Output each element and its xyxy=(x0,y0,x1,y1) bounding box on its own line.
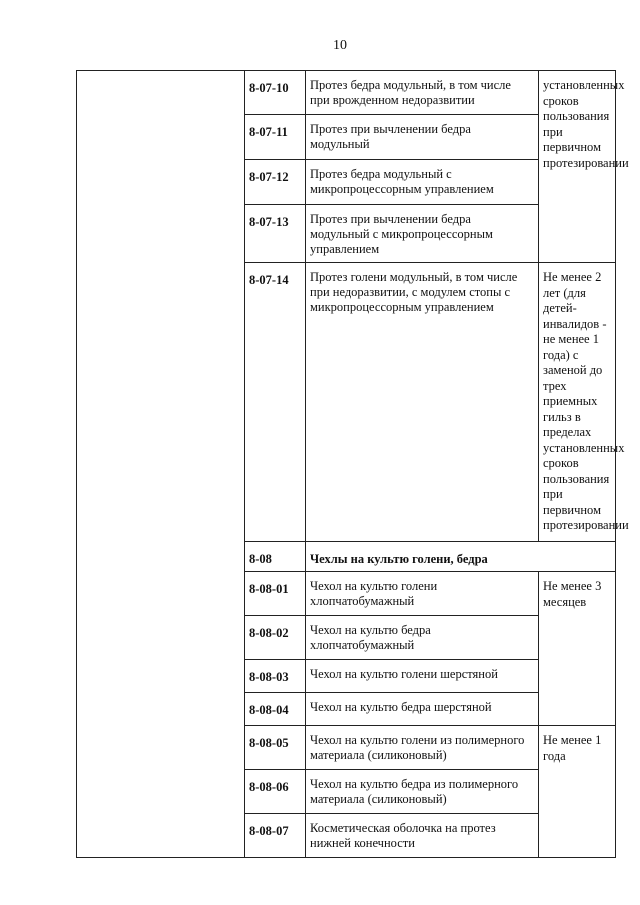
item-code: 8-07-10 xyxy=(245,71,306,115)
item-name: Чехол на культю бедра из полимерного материала (силиконовый) xyxy=(306,770,539,814)
item-name: Протез при вычленении бедра модульный xyxy=(306,115,539,160)
item-name: Протез голени модульный, в том числе при недоразвитии, с модулем стопы с микропроцессорным управлением xyxy=(306,263,539,542)
item-code: 8-07-11 xyxy=(245,115,306,160)
item-code: 8-08-02 xyxy=(245,616,306,660)
item-code: 8-08-07 xyxy=(245,814,306,858)
section-code: 8-08 xyxy=(245,542,306,572)
item-code: 8-07-13 xyxy=(245,205,306,263)
item-name: Чехол на культю голени шерстяной xyxy=(306,660,539,693)
table-row xyxy=(77,71,616,115)
empty-column xyxy=(77,71,245,858)
item-code: 8-07-12 xyxy=(245,160,306,205)
usage-term: установленных сроков пользования при первичном протезировании xyxy=(539,71,616,263)
item-name: Косметическая оболочка на протез нижней конечности xyxy=(306,814,539,858)
page-number: 10 xyxy=(333,38,347,53)
item-code: 8-08-01 xyxy=(245,572,306,616)
usage-term: Не менее 3 месяцев xyxy=(539,572,616,726)
item-code: 8-08-03 xyxy=(245,660,306,693)
item-code: 8-08-04 xyxy=(245,693,306,726)
item-code: 8-07-14 xyxy=(245,263,306,542)
item-name: Чехол на культю голени хлопчатобумажный xyxy=(306,572,539,616)
item-name: Протез бедра модульный с микропроцессорным управлением xyxy=(306,160,539,205)
item-code: 8-08-05 xyxy=(245,726,306,770)
prosthetics-table xyxy=(76,70,629,858)
usage-term: Не менее 2 лет (для детей-инвалидов - не менее 1 года) с заменой до трех приемных гильз в пределах установленных сроков пользования при первичном протезировании xyxy=(539,263,616,542)
item-name: Протез бедра модульный, в том числе при врожденном недоразвитии xyxy=(306,71,539,115)
item-name: Чехол на культю бедра шерстяной xyxy=(306,693,539,726)
item-name: Чехол на культю бедра хлопчатобумажный xyxy=(306,616,539,660)
item-name: Чехол на культю голени из полимерного материала (силиконовый) xyxy=(306,726,539,770)
item-name: Протез при вычленении бедра модульный с микропроцессорным управлением xyxy=(306,205,539,263)
usage-term: Не менее 1 года xyxy=(539,726,616,858)
item-code: 8-08-06 xyxy=(245,770,306,814)
section-title: Чехлы на культю голени, бедра xyxy=(306,542,616,572)
